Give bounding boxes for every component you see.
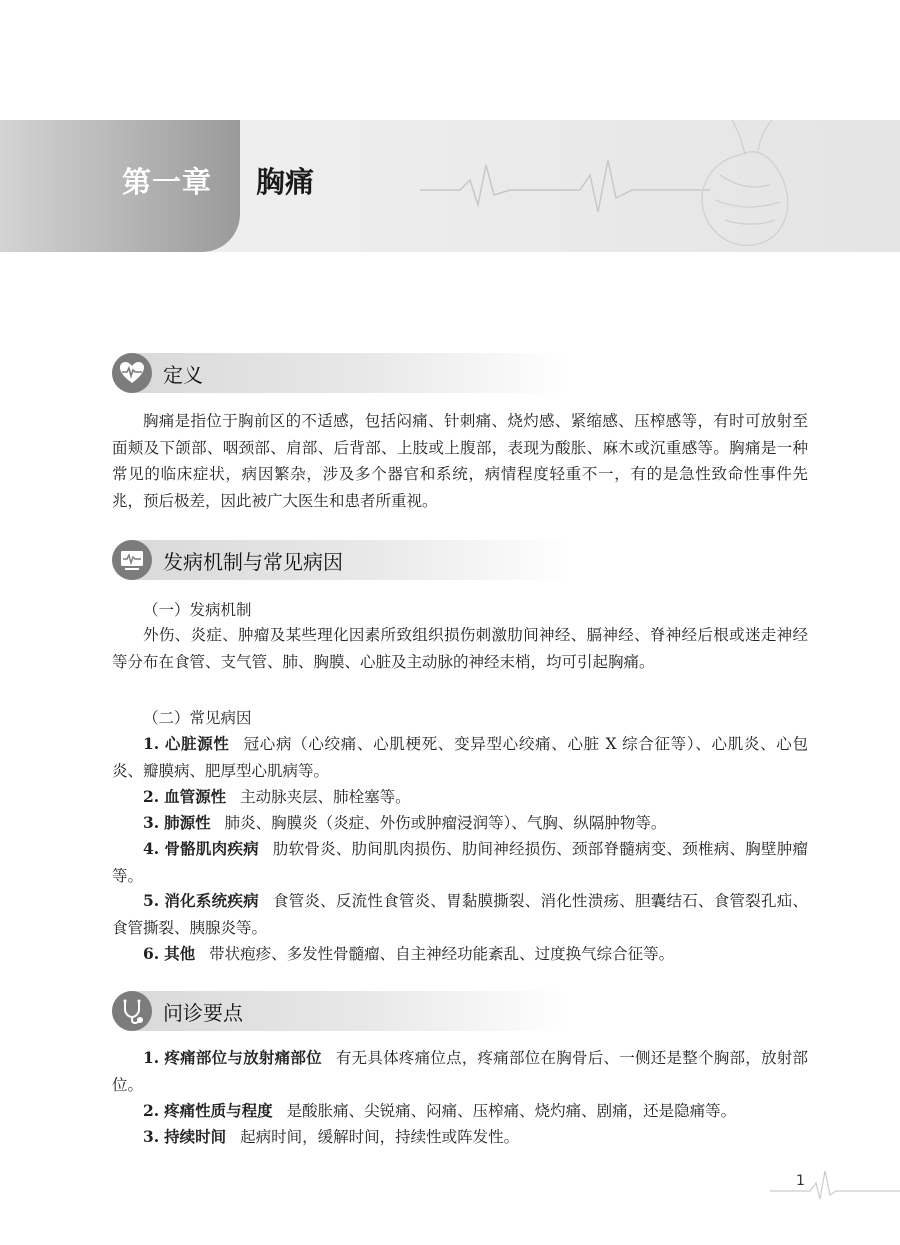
chapter-title: 胸痛: [256, 165, 315, 199]
stethoscope-icon: [112, 991, 152, 1031]
footer-ecg-decoration: [770, 1163, 900, 1203]
cause-item: 2. 血管源性 主动脉夹层、肺栓塞等。: [143, 787, 411, 806]
cause-item: 3. 肺源性 肺炎、胸膜炎（炎症、外伤或肿瘤浸润等）、气胸、纵隔肿物等。: [143, 813, 667, 832]
section-title: 问诊要点: [163, 1001, 243, 1025]
chapter-number: 第一章: [122, 165, 213, 199]
subheading-causes: （二）常见病因: [143, 709, 252, 727]
section-header-inquiry: [112, 991, 572, 1031]
inquiry-item: 2. 疼痛性质与程度 是酸胀痛、尖锐痛、闷痛、压榨痛、烧灼痛、剧痛，还是隐痛等。: [143, 1101, 737, 1120]
subheading-mechanism: （一）发病机制: [143, 601, 252, 619]
monitor-ecg-icon: [112, 540, 152, 580]
section-title: 发病机制与常见病因: [163, 550, 343, 574]
cause-item: 1. 心脏源性 冠心病（心绞痛、心肌梗死、变异型心绞痛、心脏 X 综合征等）、心肌炎、心包炎、瓣膜病、肥厚型心肌病等。: [112, 734, 808, 780]
inquiry-item: 1. 疼痛部位与放射痛部位 有无具体疼痛位点，疼痛部位在胸骨后、一侧还是整个胸部，放射部位。: [112, 1048, 808, 1094]
cause-item: 5. 消化系统疾病 食管炎、反流性食管炎、胃黏膜撕裂、消化性溃疡、胆囊结石、食管裂孔疝、食管撕裂、胰腺炎等。: [112, 891, 808, 937]
cause-item: 4. 骨骼肌肉疾病 肋软骨炎、肋间肌肉损伤、肋间神经损伤、颈部脊髓病变、颈椎病、胸壁肿瘤等。: [112, 839, 808, 885]
heart-ecg-icon: [112, 353, 152, 393]
definition-paragraph: 胸痛是指位于胸前区的不适感，包括闷痛、针刺痛、烧灼感、紧缩感、压榨感等，有时可放射至面颊及下颌部、咽颈部、肩部、后背部、上肢或上腹部，表现为酸胀、麻木或沉重感等。胸痛是一种常见的临床症状，病因繁杂，涉及多个器官和系统，病情程度轻重不一，有的是急性致命性事件先兆，预后极差，因此被广大医生和患者所重视。: [112, 412, 808, 510]
inquiry-item: 3. 持续时间 起病时间，缓解时间，持续性或阵发性。: [143, 1127, 520, 1146]
section-title: 定义: [163, 363, 203, 387]
cause-item: 6. 其他 带状疱疹、多发性骨髓瘤、自主神经功能紊乱、过度换气综合征等。: [143, 944, 675, 963]
section-header-definition: [112, 353, 572, 393]
chapter-banner: [0, 120, 900, 252]
heart-ecg-decoration: [420, 120, 900, 252]
mechanism-paragraph: 外伤、炎症、肿瘤及某些理化因素所致组织损伤刺激肋间神经、膈神经、脊神经后根或迷走神经等分布在食管、支气管、肺、胸膜、心脏及主动脉的神经末梢，均可引起胸痛。: [112, 626, 808, 671]
section-header-mechanism: [112, 540, 572, 580]
page-number: 1: [796, 1173, 805, 1189]
